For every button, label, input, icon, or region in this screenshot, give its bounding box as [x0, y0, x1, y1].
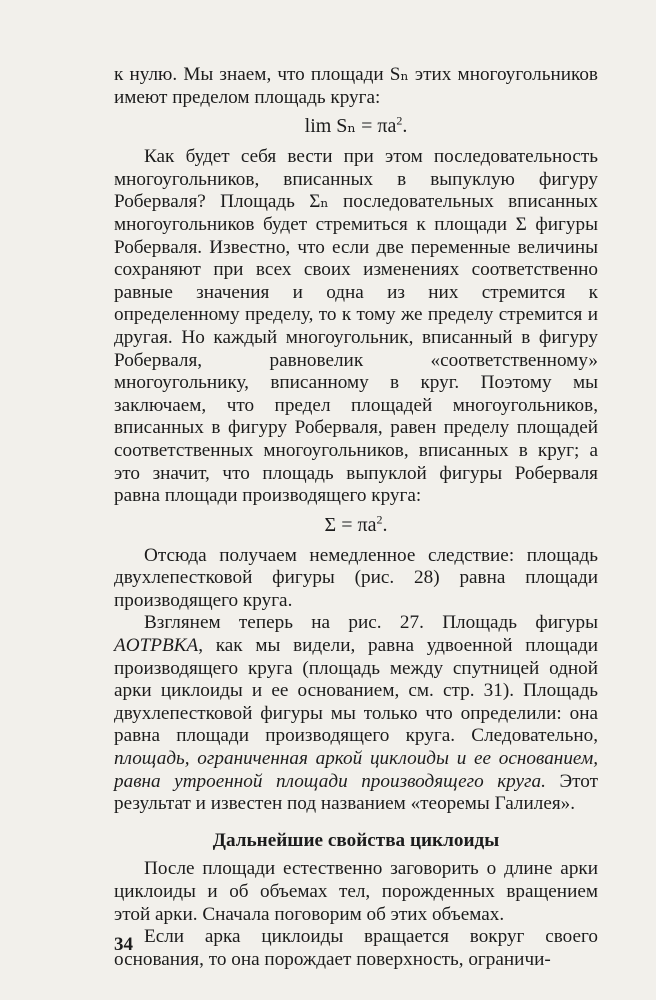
p4-text-e: Этот результат и известен под названием «теоремы Галилея».	[114, 770, 598, 815]
paragraph-3: Отсюда получаем немедленное следствие: площадь двухлепестковой фигуры (рис. 28) равна площади производящего круга.	[114, 544, 598, 611]
formula-2-end: .	[382, 513, 388, 536]
section-heading: Дальнейшие свойства циклоиды	[212, 829, 500, 851]
formula-2-exponent: 2	[376, 512, 383, 527]
paragraph-5: После площади естественно заговорить о длине арки циклоиды и об объемах тел, порожденных вращением этой арки. Сначала поговорим об этих объемах.	[114, 858, 598, 925]
paragraph-6: Если арка циклоиды вращается вокруг своего основания, то она порождает поверхность, ограничи-	[114, 926, 598, 970]
formula-1-end: .	[402, 115, 408, 138]
paragraph-2: Как будет себя вести при этом последовательность многоугольников, вписанных в выпуклую фигуру Роберваля? Площадь Σₙ последовательных вписанных многоугольников будет стремиться к площади Σ фигуры Роберваля. Известно, что если две переменные величины сохраняют при всех своих изменениях соответственно равные значения и одна из них стремится к определенному пределу, то к тому же пределу стремится и другая. Но каждый многоугольник, вписанный в фигуру Роберваля, равновелик «соответственному» многоугольнику, вписанному в круг. Поэтому мы заключаем, что предел площадей многоугольников, вписанных в фигуру Роберваля, равен пределу площадей соответственных многоугольников, вписанных в круг; а это значит, что площадь выпуклой фигуры Роберваля равна площади производящего круга:	[114, 146, 598, 507]
formula-1-exponent: 2	[396, 113, 403, 128]
formula-1-body: lim Sₙ = πa	[304, 115, 397, 138]
figure-label: AOTPBKA	[114, 635, 199, 657]
formula-circle-area	[114, 112, 598, 140]
galileo-theorem-statement: площадь, ограниченная аркой циклоиды и ее основанием, равна утроенной площади производящего круга.	[114, 748, 598, 792]
formula-2-body: Σ = πa	[324, 513, 377, 536]
paragraph-4	[114, 612, 598, 815]
formula-roberval-area	[114, 511, 598, 539]
p4-text-c: , как мы видели, равна удвоенной площади производящего круга (площадь между спутницей одной арки циклоиды и ее основанием, см. стр. 31). Площадь двухлепестковой фигуры мы только что определили: она равна площади производящего круга. Следовательно,	[114, 635, 598, 747]
p4-text-a: Взглянем теперь на рис. 27. Площадь фигуры	[144, 612, 598, 634]
paragraph-1: к нулю. Мы знаем, что площади Sₙ этих многоугольников имеют пределом площадь круга:	[114, 64, 598, 108]
page-number: 34	[114, 934, 133, 955]
page-text	[114, 64, 598, 971]
